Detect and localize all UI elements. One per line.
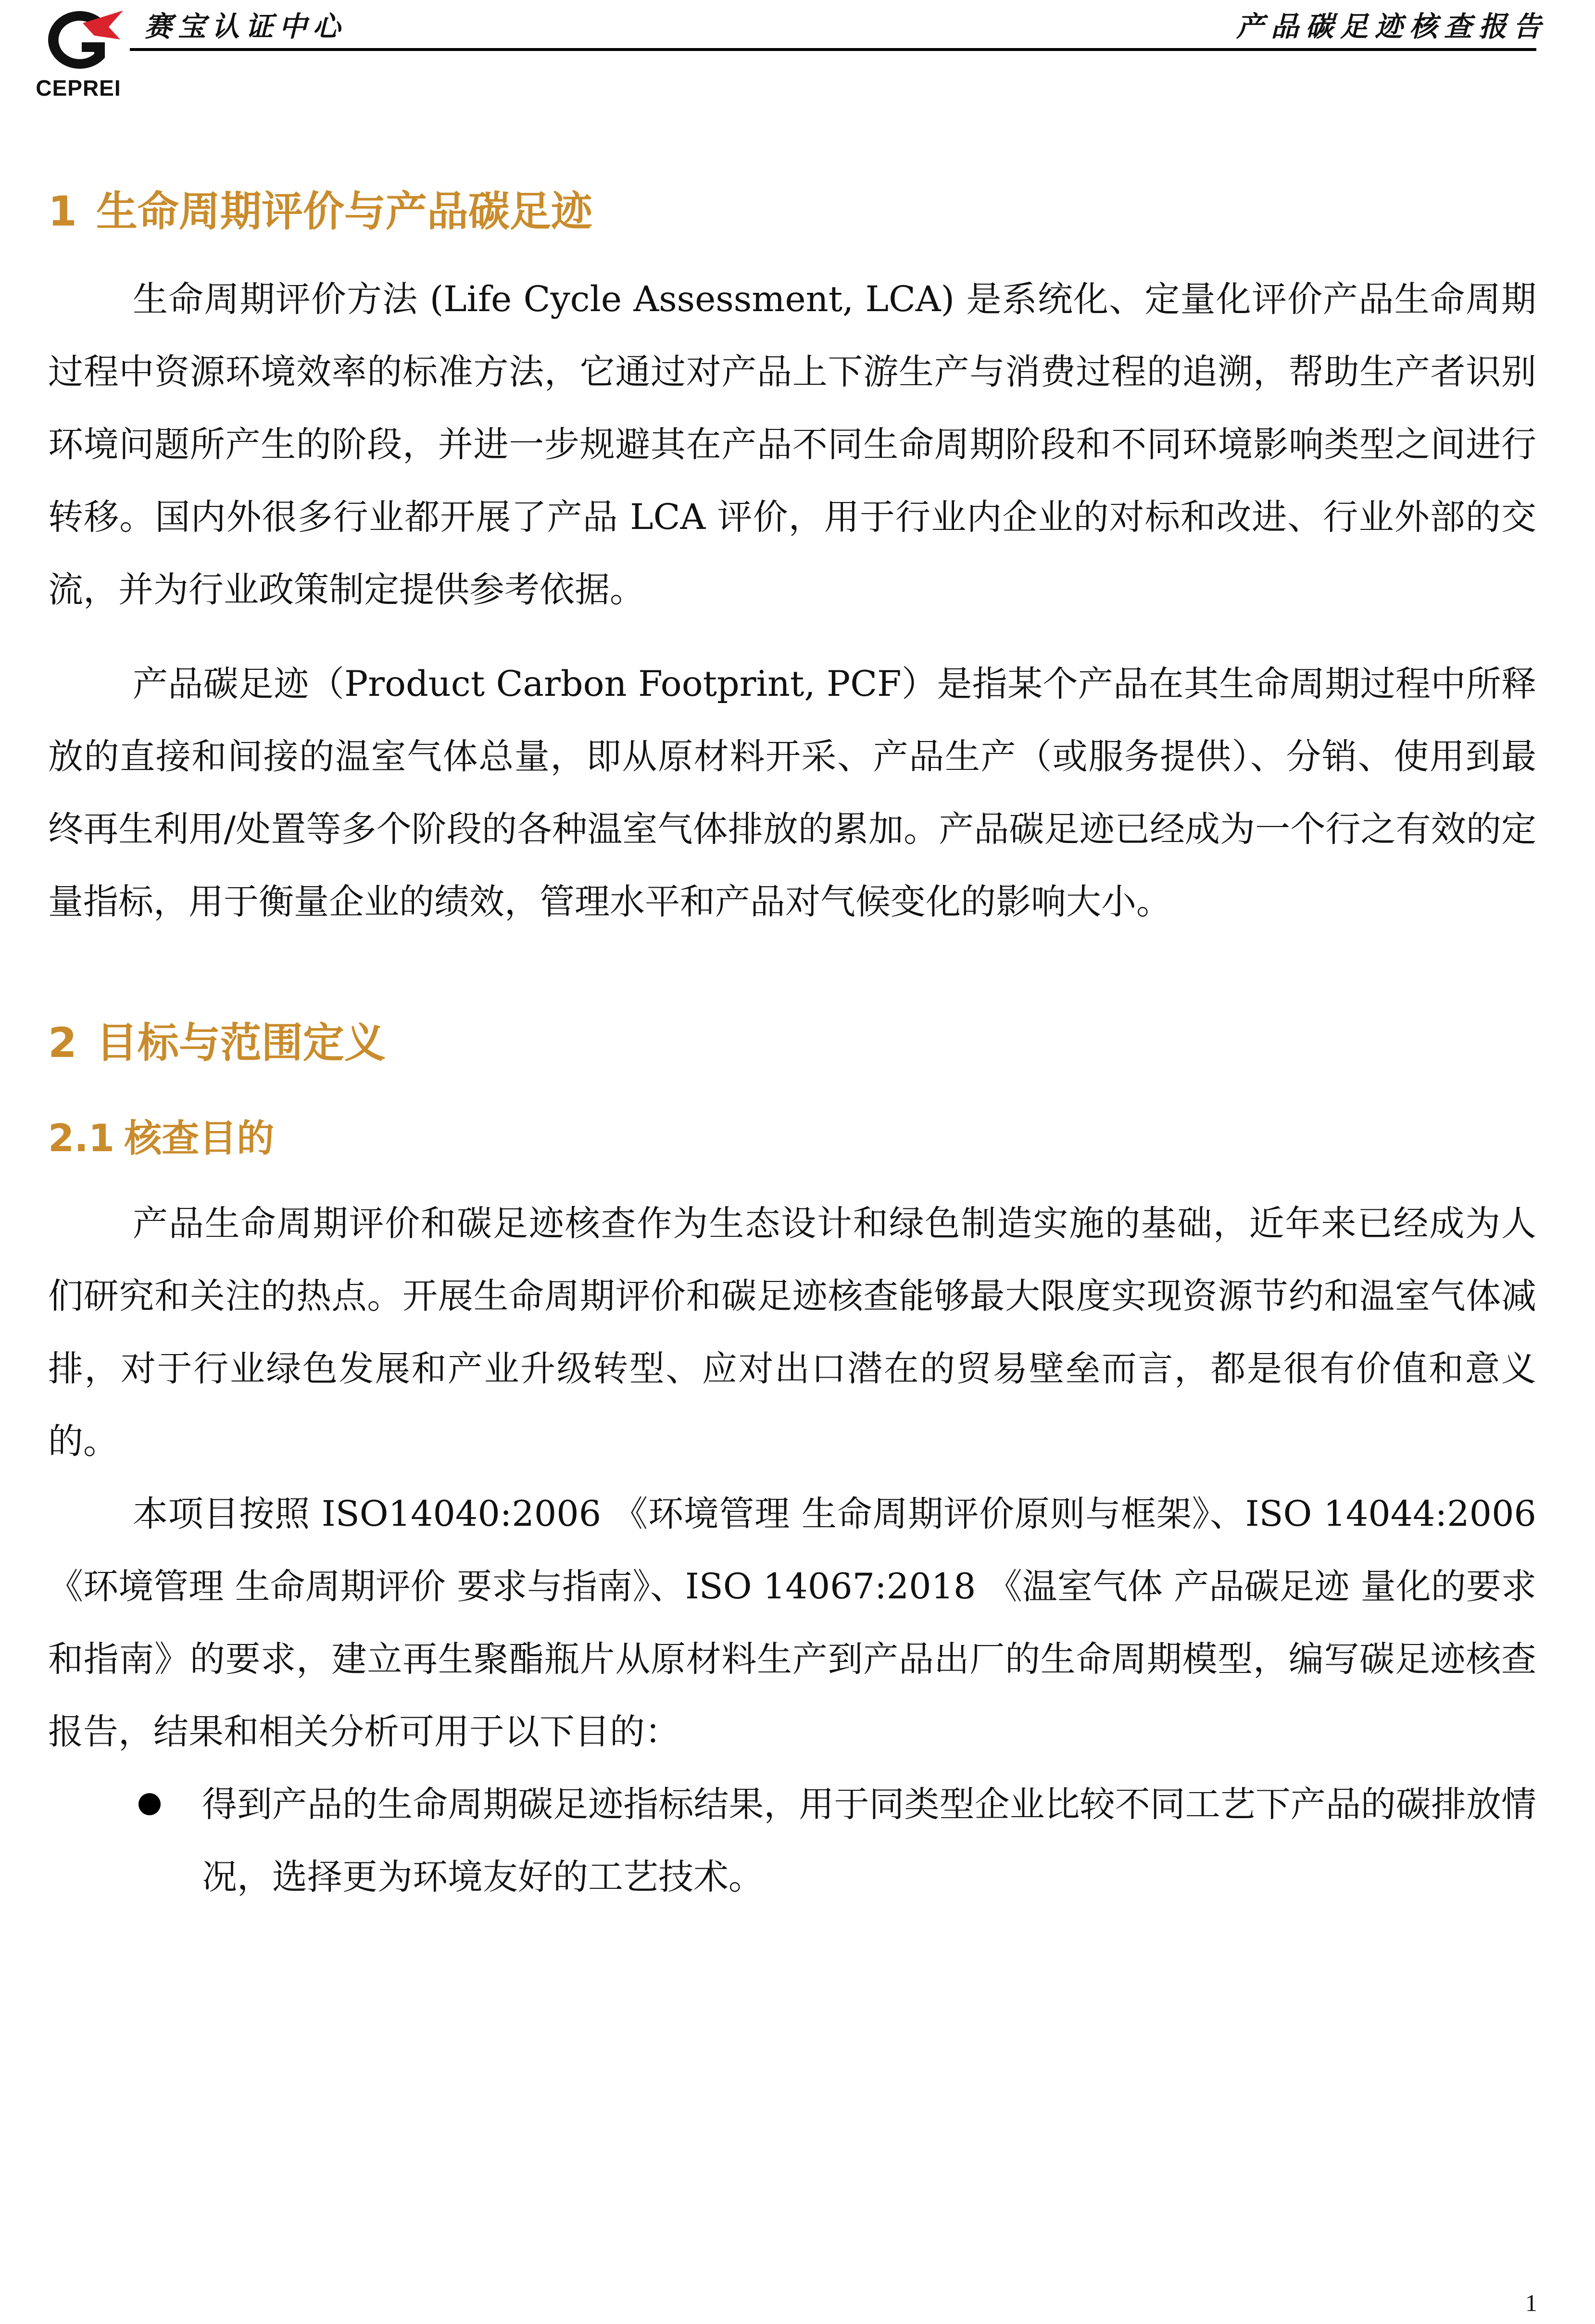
page-header (0, 0, 1595, 101)
document-body (48, 183, 1536, 1913)
report-title: 产品碳足迹核查报告 (1236, 10, 1548, 43)
ceprei-logo-icon (33, 4, 124, 76)
header-divider (130, 48, 1536, 51)
section-number: 2 (48, 1019, 77, 1067)
subsection-2-1-heading (48, 1112, 1536, 1165)
paragraph-lca: 生命周期评价方法 (Life Cycle Assessment, LCA) 是系统化、定量化评价产品生命周期过程中资源环境效率的标准方法，它通过对产品上下游生产与消费过程的追溯，帮助生产者识别环境问题所产生的阶段，并进一步规避其在产品不同生命周期阶段和不同环境影响类型之间进行转移。国内外很多行业都开展了产品 LCA 评价，用于行业内企业的对标和改进、行业外部的交流，并为行业政策制定提供参考依据。 (48, 279, 1536, 610)
page-number: 1 (1525, 2289, 1537, 2316)
section-1-heading (48, 183, 1536, 240)
logo-text: CEPREI (36, 75, 121, 100)
section-title: 生命周期评价与产品碳足迹 (96, 188, 592, 236)
subsection-title: 核查目的 (124, 1117, 275, 1160)
subsection-number: 2.1 (48, 1117, 115, 1160)
paragraph-standards: 本项目按照 ISO14040:2006 《环境管理 生命周期评价原则与框架》、ISO 14044:2006 《环境管理 生命周期评价 要求与指南》、ISO 14067:2018 《温室气体 产品碳足迹 量化的要求和指南》的要求，建立再生聚酯瓶片从原材料生产到产品出厂的生命周期模型，编写碳足迹核查报告，结果和相关分析可用于以下目的： (48, 1494, 1536, 1752)
organization-name: 赛宝认证中心 (144, 10, 347, 43)
paragraph-purpose: 产品生命周期评价和碳足迹核查作为生态设计和绿色制造实施的基础，近年来已经成为人们研究和关注的热点。开展生命周期评价和碳足迹核查能够最大限度实现资源节约和温室气体减排，对于行业绿色发展和产业升级转型、应对出口潜在的贸易壁垒而言，都是很有价值和意义的。 (48, 1203, 1536, 1462)
paragraph-pcf: 产品碳足迹（Product Carbon Footprint, PCF）是指某个产品在其生命周期过程中所释放的直接和间接的温室气体总量，即从原材料开采、产品生产（或服务提供）、分销、使用到最终再生利用/处置等多个阶段的各种温室气体排放的累加。产品碳足迹已经成为一个行之有效的定量指标，用于衡量企业的绩效，管理水平和产品对气候变化的影响大小。 (48, 664, 1536, 922)
ceprei-logo (28, 4, 129, 100)
list-item-text: 得到产品的生命周期碳足迹指标结果，用于同类型企业比较不同工艺下产品的碳排放情况，选择更为环境友好的工艺技术。 (202, 1784, 1536, 1897)
list-item (48, 1768, 1536, 1913)
section-title: 目标与范围定义 (96, 1019, 386, 1067)
bullet-icon (138, 1793, 161, 1815)
section-2-heading (48, 1014, 1536, 1072)
section-number: 1 (48, 188, 77, 236)
